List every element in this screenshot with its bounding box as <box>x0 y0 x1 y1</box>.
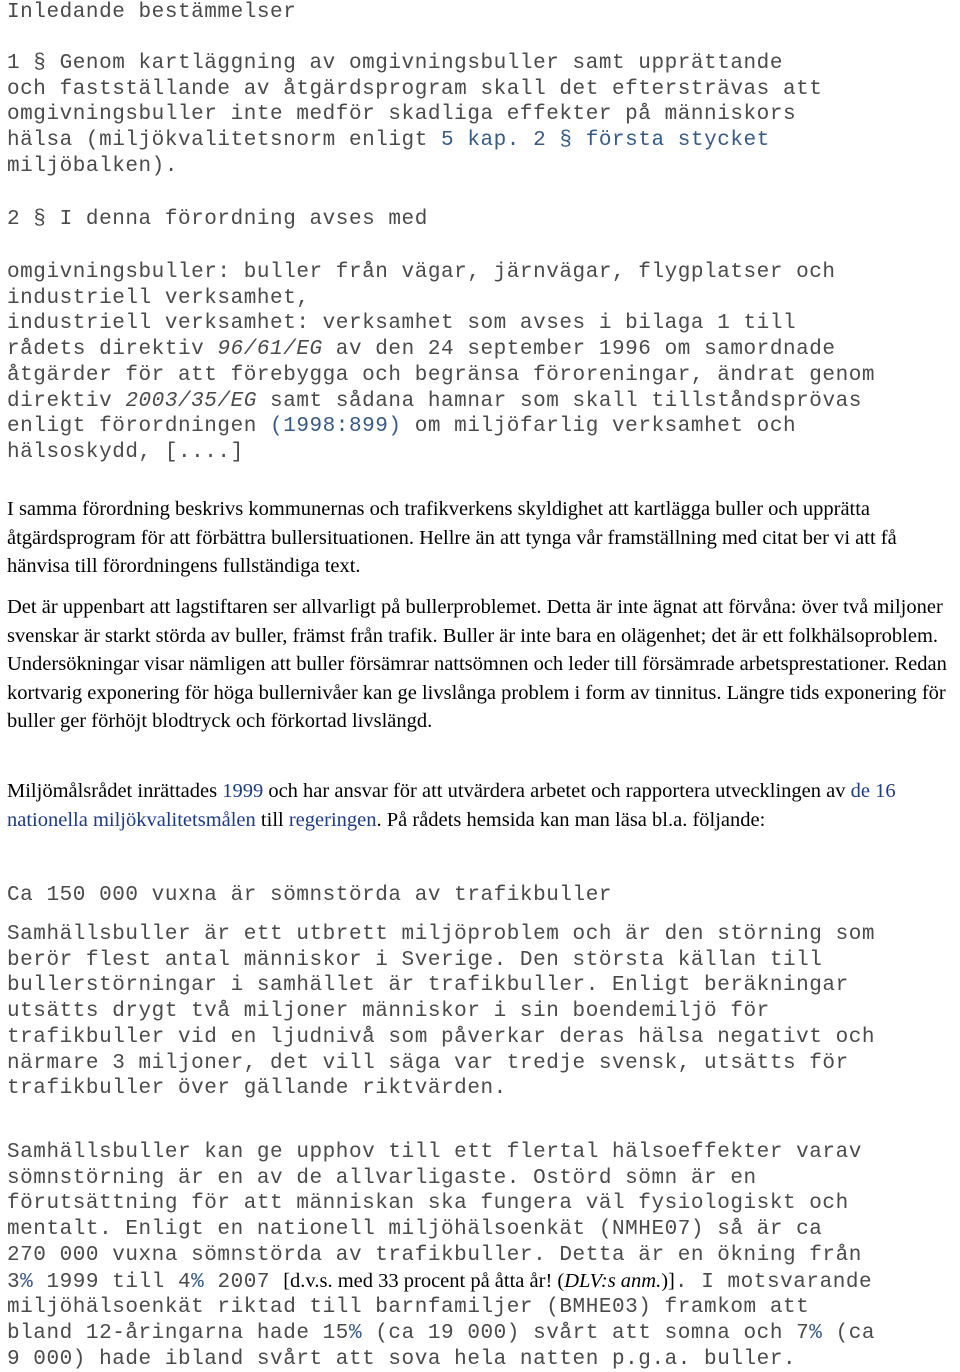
quote-text: Samhällsbuller kan ge upphov till ett flertal hälsoeffekter varav sömnstörning är en av de allvarligaste. Ostörd sömn är en förutsättning för att människan ska fungera väl fysiologiskt och mentalt. Enligt en nationell miljöhälsoenkät (NMHE07) så är ca 270 000 vuxna sömnstörda av trafikbuller. Detta är en ökning från 3 <box>7 1141 862 1294</box>
prose-paragraph-2: Det är uppenbart att lagstiftaren ser allvarligt på bullerproblemet. Detta är inte ägnat att förvåna: över två miljoner svenskar är starkt störda av buller, främst från trafik. Buller är inte bara en olägenhet; det är ett folkhälsoproblem. Undersökningar visar nämligen att buller försämrar nattsömnen och leder till försämrade arbetsprestationer. Redan kortvarig exponering för höga bullernivåer kan ge livslånga problem i form av tinnitus. Längre tids exponering för buller ger förhöjt blodtryck och förkortad livslängd. <box>7 596 947 732</box>
definition-text: samt sådana hamnar som skall tillståndsprövas enligt förordningen <box>7 389 862 439</box>
percent-sign: % <box>809 1321 823 1345</box>
editor-insertion <box>283 1270 675 1292</box>
editor-signature: DLV:s anm. <box>564 1269 662 1292</box>
section-reference: 2 § första stycket <box>533 129 770 153</box>
prose-text: . På rådets hemsida kan man läsa bl.a. följande: <box>376 808 766 831</box>
percent-sign: % <box>348 1321 363 1345</box>
insertion-text: [d.v.s. med 33 procent på åtta år! ( <box>283 1269 565 1292</box>
quote-text: (ca 9 000) hade ibland svårt att sova hela natten p.g.a. buller. <box>7 1321 876 1371</box>
prose-paragraph-3 <box>7 777 957 834</box>
percent-sign: % <box>20 1270 34 1294</box>
directive-reference: 96/61/EG <box>217 338 323 362</box>
paragraph-1 <box>7 51 957 180</box>
environmental-goals-link[interactable]: de 16 nationella miljökvalitetsmålen <box>7 780 896 831</box>
paragraph-1-text: 1 § Genom kartläggning av omgivningsbuller samt upprättande och fastställande av åtgärdsprogram skall det eftersträvas att omgivningsbuller inte medför skadliga effekter på människors hälsa (miljökvalitetsnorm enligt <box>7 52 823 153</box>
quote-text: 1999 till 4 <box>33 1270 192 1294</box>
percent-sign: % <box>191 1270 205 1294</box>
quote-text: . I motsvarande miljöhälsoenkät riktad till barnfamiljer (BMHE03) framkom att bland 12-åringarna hade 15 <box>7 1270 873 1345</box>
section-heading: Inledande bestämmelser <box>7 1 297 24</box>
quote-text: 2007 <box>204 1270 284 1294</box>
definition-text: om miljöfarlig verksamhet och hälsoskydd, [....] <box>7 415 797 464</box>
prose-paragraph-1: I samma förordning beskrivs kommunernas och trafikverkens skyldighet att kartlägga buller och upprätta åtgärdsprogram för att förbättra bullersituationen. Hellre än att tynga vår framställning med citat ber vi att få hänvisa till förordningens fullständiga text. <box>7 498 897 577</box>
chapter-reference: 5 kap. <box>441 129 520 153</box>
prose-text: och har ansvar för att utvärdera arbetet och rapportera utvecklingen av <box>263 780 851 802</box>
prose-text: till <box>255 808 289 831</box>
quote-heading: Ca 150 000 vuxna är sömnstörda av trafikbuller <box>7 884 612 907</box>
paragraph-1-end: miljöbalken). <box>7 154 178 178</box>
government-link[interactable]: regeringen <box>288 808 377 831</box>
quote-paragraph-1: Samhällsbuller är ett utbrett miljöproblem och är den störning som berör flest antal människor i Sverige. Den största källan till bullerstörningar i samhället är trafikbuller. Enligt beräkningar utsätts drygt två miljoner människor i sin boendemiljö för trafikbuller vid en ljudnivå som påverkar deras hälsa negativt och närmare 3 miljoner, det vill säga var tredje svensk, utsätts för trafikbuller över gällande riktvärden. <box>7 923 876 1101</box>
quote-paragraph-2 <box>7 1140 957 1372</box>
prose-text: Miljömålsrådet inrättades <box>7 780 223 802</box>
insertion-text: )] <box>661 1269 675 1292</box>
definition-text: omgivningsbuller: buller från vägar, järnvägar, flygplatser och industriell verksamhet, industriell verksamhet: verksamhet som avses i bilaga 1 till rådets direktiv <box>7 261 836 362</box>
directive-reference: 2003/35/EG <box>125 389 257 413</box>
definitions <box>7 260 957 466</box>
sfs-reference: (1998:899) <box>270 415 402 439</box>
quote-text: (ca 19 000) svårt att somna och 7 <box>362 1321 810 1345</box>
definition-text: av den 24 september 1996 om samordnade åtgärder för att förebygga och begränsa föroreningar, ändrat genom direktiv <box>7 338 876 413</box>
paragraph-2-intro: 2 § I denna förordning avses med <box>7 208 428 231</box>
year-link[interactable]: 1999 <box>222 780 264 802</box>
